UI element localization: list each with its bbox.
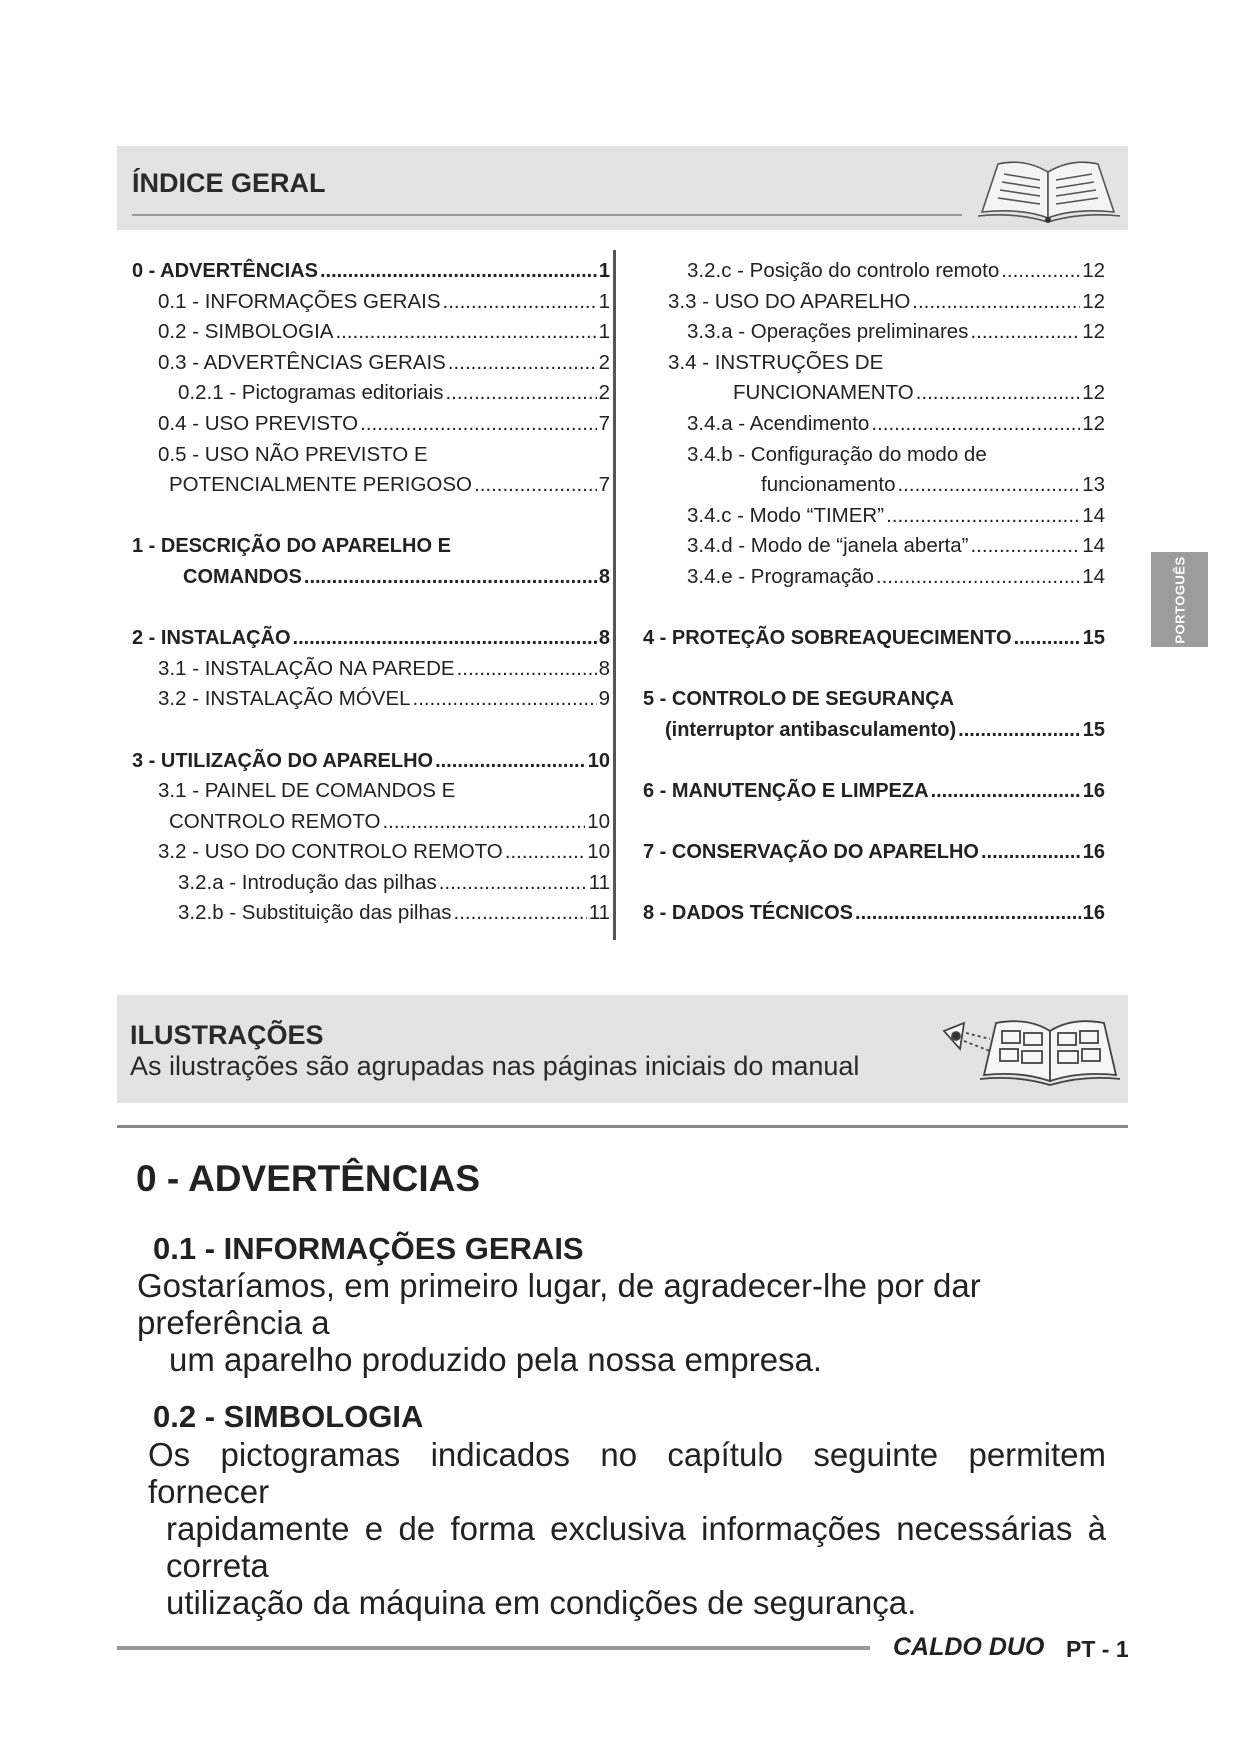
toc-leader-dots <box>293 623 597 654</box>
toc-leader-dots <box>1014 623 1081 654</box>
toc-entry-page: 9 <box>598 687 610 711</box>
toc-leader-dots <box>435 746 586 777</box>
toc-entry[interactable] <box>643 378 1105 409</box>
toc-entry-page: 8 <box>598 565 610 588</box>
toc-entry-label: 4 - PROTEÇÃO SOBREAQUECIMENTO <box>643 627 1012 650</box>
toc-entry[interactable] <box>132 440 610 471</box>
toc-entry[interactable] <box>132 256 610 287</box>
toc-leader-dots <box>886 501 1080 532</box>
toc-entry-label: 3.3 - USO DO APARELHO <box>668 289 911 313</box>
toc-leader-dots <box>448 348 597 379</box>
toc-entry[interactable] <box>132 531 610 562</box>
toc-entry-label: FUNCIONAMENTO <box>733 381 914 405</box>
toc-entry-page: 14 <box>1082 503 1105 527</box>
toc-entry[interactable] <box>643 715 1105 746</box>
index-title-rule <box>132 214 962 216</box>
toc-spacer <box>643 746 1105 777</box>
toc-entry-label: 0.3 - ADVERTÊNCIAS GERAIS <box>158 350 446 374</box>
subsection-title-simbologia: 0.2 - SIMBOLOGIA <box>153 1399 424 1434</box>
toc-entry[interactable] <box>132 898 610 929</box>
toc-leader-dots <box>335 317 596 348</box>
toc-entry-label: 1 - DESCRIÇÃO DO APARELHO E <box>132 535 451 558</box>
toc-entry-label: CONTROLO REMOTO <box>169 809 381 833</box>
paragraph-line: um aparelho produzido pela nossa empresa. <box>169 1341 823 1378</box>
toc-entry[interactable] <box>132 409 610 440</box>
toc-leader-dots <box>876 562 1080 593</box>
paragraph-line: utilização da máquina em condições de segurança. <box>166 1584 917 1621</box>
toc-entry-label: 3.4.a - Acendimento <box>687 411 870 435</box>
toc-entry-label: 3.4 - INSTRUÇÕES DE <box>668 350 884 374</box>
index-title: ÍNDICE GERAL <box>132 168 326 198</box>
toc-entry-page: 8 <box>598 656 610 680</box>
toc-entry-label: 0 - ADVERTÊNCIAS <box>132 260 318 282</box>
toc-entry-page: 13 <box>1082 473 1105 497</box>
toc-column-divider <box>613 250 616 940</box>
toc-leader-dots <box>855 898 1081 929</box>
toc-entry-label: 3.2 - USO DO CONTROLO REMOTO <box>158 840 503 864</box>
toc-entry[interactable] <box>132 807 610 838</box>
toc-entry-page: 14 <box>1082 564 1105 588</box>
toc-entry-page: 10 <box>587 749 610 772</box>
toc-leader-dots <box>916 378 1080 409</box>
toc-entry-page: 11 <box>588 870 610 894</box>
section-title-advertencias: 0 - ADVERTÊNCIAS <box>136 1158 481 1199</box>
toc-entry-page: 2 <box>598 381 610 405</box>
toc-entry-label: 3.4.c - Modo “TIMER” <box>687 503 885 527</box>
toc-entry-label: 3.2.a - Introdução das pilhas <box>178 870 437 894</box>
toc-entry-page: 12 <box>1082 411 1105 435</box>
toc-entry-page: 12 <box>1082 381 1105 405</box>
toc-entry-label: funcionamento <box>761 473 896 497</box>
toc-leader-dots <box>360 409 596 440</box>
toc-entry-page: 15 <box>1082 627 1105 650</box>
toc-entry[interactable] <box>132 348 610 379</box>
open-book-icon <box>974 152 1124 226</box>
toc-entry-label: 3.2.b - Substituição das pilhas <box>178 901 452 925</box>
footer-rule <box>117 1646 870 1650</box>
toc-entry-page: 15 <box>1082 718 1105 741</box>
subsection-title-informacoes-gerais: 0.1 - INFORMAÇÕES GERAIS <box>153 1231 584 1266</box>
toc-entry-label: 3.2.c - Posição do controlo remoto <box>687 259 1000 282</box>
toc-entry-label: POTENCIALMENTE PERIGOSO <box>169 473 472 497</box>
toc-left-column <box>132 256 610 929</box>
toc-entry-label: 7 - CONSERVAÇÃO DO APARELHO <box>643 841 979 864</box>
toc-entry-page: 12 <box>1082 289 1105 313</box>
toc-entry[interactable] <box>132 378 610 409</box>
toc-entry[interactable] <box>132 287 610 318</box>
toc-entry[interactable] <box>643 470 1105 501</box>
toc-entry-page: 16 <box>1082 902 1105 925</box>
toc-entry-label: 6 - MANUTENÇÃO E LIMPEZA <box>643 780 929 803</box>
toc-leader-dots <box>505 837 585 868</box>
toc-entry[interactable] <box>132 746 610 777</box>
toc-leader-dots <box>304 562 597 593</box>
toc-entry-page: 8 <box>598 627 610 650</box>
language-side-tab <box>1151 552 1208 647</box>
toc-leader-dots <box>970 317 1080 348</box>
toc-entry[interactable] <box>132 623 610 654</box>
toc-entry[interactable] <box>643 501 1105 532</box>
toc-leader-dots <box>912 287 1080 318</box>
toc-leader-dots <box>445 378 596 409</box>
toc-spacer <box>643 868 1105 899</box>
toc-entry[interactable] <box>132 776 610 807</box>
toc-entry[interactable] <box>643 562 1105 593</box>
toc-entry[interactable] <box>643 256 1105 287</box>
toc-leader-dots <box>443 287 597 318</box>
toc-entry-label: 0.2 - SIMBOLOGIA <box>158 320 334 344</box>
toc-leader-dots <box>457 654 597 685</box>
toc-entry-label: COMANDOS <box>183 565 302 588</box>
toc-entry-label: (interruptor antibasculamento) <box>665 718 957 741</box>
eye-book-icon <box>932 1009 1122 1089</box>
toc-spacer <box>132 593 610 624</box>
toc-entry-page: 1 <box>598 260 610 282</box>
toc-entry[interactable] <box>643 287 1105 318</box>
toc-entry[interactable] <box>643 440 1105 471</box>
toc-entry-label: 0.5 - USO NÃO PREVISTO E <box>158 442 428 466</box>
toc-entry[interactable] <box>643 531 1105 562</box>
toc-leader-dots <box>454 898 587 929</box>
toc-entry-label: 3.2 - INSTALAÇÃO MÓVEL <box>158 687 411 711</box>
illustrations-title: ILUSTRAÇÕES <box>130 1020 324 1050</box>
toc-entry[interactable] <box>643 684 1105 715</box>
paragraph-informacoes-gerais <box>137 1267 1107 1378</box>
illustrations-text: As ilustrações são agrupadas nas páginas iniciais do manual <box>130 1051 860 1081</box>
toc-entry-label: 0.1 - INFORMAÇÕES GERAIS <box>158 289 441 313</box>
toc-spacer <box>132 715 610 746</box>
toc-entry[interactable] <box>643 348 1105 379</box>
toc-entry[interactable] <box>132 562 610 593</box>
toc-entry[interactable] <box>643 409 1105 440</box>
toc-entry-page: 1 <box>598 289 610 313</box>
toc-entry-label: 8 - DADOS TÉCNICOS <box>643 902 854 925</box>
toc-leader-dots <box>970 531 1080 562</box>
toc-entry[interactable] <box>643 623 1105 654</box>
toc-entry[interactable] <box>132 654 610 685</box>
toc-leader-dots <box>439 868 587 899</box>
toc-leader-dots <box>897 470 1080 501</box>
toc-spacer <box>643 654 1105 685</box>
toc-entry-page: 7 <box>598 473 610 497</box>
toc-entry[interactable] <box>132 837 610 868</box>
toc-entry[interactable] <box>643 837 1105 868</box>
toc-spacer <box>643 593 1105 624</box>
illustrations-band <box>117 995 1128 1103</box>
toc-entry-page: 10 <box>587 809 610 833</box>
toc-leader-dots <box>871 409 1080 440</box>
toc-entry-label: 3.3.a - Operações preliminares <box>687 320 969 344</box>
illustrations-underline <box>117 1125 1128 1128</box>
toc-leader-dots <box>474 470 597 501</box>
toc-leader-dots <box>958 715 1081 746</box>
toc-entry-page: 1 <box>598 320 610 344</box>
toc-entry-page: 2 <box>598 350 610 374</box>
toc-entry[interactable] <box>643 776 1105 807</box>
toc-entry-page: 16 <box>1082 780 1105 803</box>
toc-spacer <box>132 501 610 532</box>
toc-right-column <box>643 256 1105 929</box>
toc-entry-page: 11 <box>588 901 610 925</box>
toc-entry-label: 2 - INSTALAÇÃO <box>132 627 291 650</box>
paragraph-line: Os pictogramas indicados no capítulo seguinte permitem fornecer <box>148 1436 1106 1510</box>
toc-leader-dots <box>413 684 597 715</box>
toc-entry-label: 5 - CONTROLO DE SEGURANÇA <box>643 688 955 711</box>
toc-entry[interactable] <box>132 868 610 899</box>
toc-entry-label: 3.4.e - Programação <box>687 564 874 588</box>
paragraph-line: Gostaríamos, em primeiro lugar, de agradecer-lhe por dar preferência a <box>137 1267 981 1341</box>
toc-leader-dots <box>981 837 1081 868</box>
toc-entry[interactable] <box>643 898 1105 929</box>
footer-product-name: CALDO DUO <box>893 1633 1045 1661</box>
toc-entry[interactable] <box>132 470 610 501</box>
toc-entry-page: 10 <box>587 840 610 864</box>
footer-page-number: PT - 1 <box>1066 1636 1129 1662</box>
toc-entry-page: 12 <box>1082 320 1105 344</box>
toc-entry-label: 3.1 - INSTALAÇÃO NA PAREDE <box>158 656 455 680</box>
toc-entry-page: 12 <box>1082 259 1105 282</box>
toc-entry[interactable] <box>643 317 1105 348</box>
paragraph-simbologia <box>148 1436 1106 1621</box>
toc-leader-dots <box>320 256 597 287</box>
index-header-band <box>117 146 1128 230</box>
toc-leader-dots <box>382 807 585 838</box>
toc-entry-label: 0.4 - USO PREVISTO <box>158 411 359 435</box>
toc-entry[interactable] <box>132 684 610 715</box>
toc-entry-page: 7 <box>598 411 610 435</box>
toc-spacer <box>643 807 1105 838</box>
toc-entry-page: 14 <box>1082 534 1105 558</box>
toc-entry-label: 3.4.b - Configuração do modo de <box>687 442 987 466</box>
language-side-tab-label: PORTOGUÊS <box>1172 555 1187 644</box>
toc-entry-label: 0.2.1 - Pictogramas editoriais <box>178 381 444 405</box>
toc-entry[interactable] <box>132 317 610 348</box>
toc-entry-label: 3.1 - PAINEL DE COMANDOS E <box>158 779 456 803</box>
toc-entry-label: 3.4.d - Modo de “janela aberta” <box>687 534 969 558</box>
toc-leader-dots <box>1001 256 1080 287</box>
toc-entry-page: 16 <box>1082 841 1105 864</box>
paragraph-line: rapidamente e de forma exclusiva informações necessárias à correta <box>166 1510 1106 1584</box>
toc-entry-label: 3 - UTILIZAÇÃO DO APARELHO <box>132 749 434 772</box>
toc-leader-dots <box>931 776 1081 807</box>
